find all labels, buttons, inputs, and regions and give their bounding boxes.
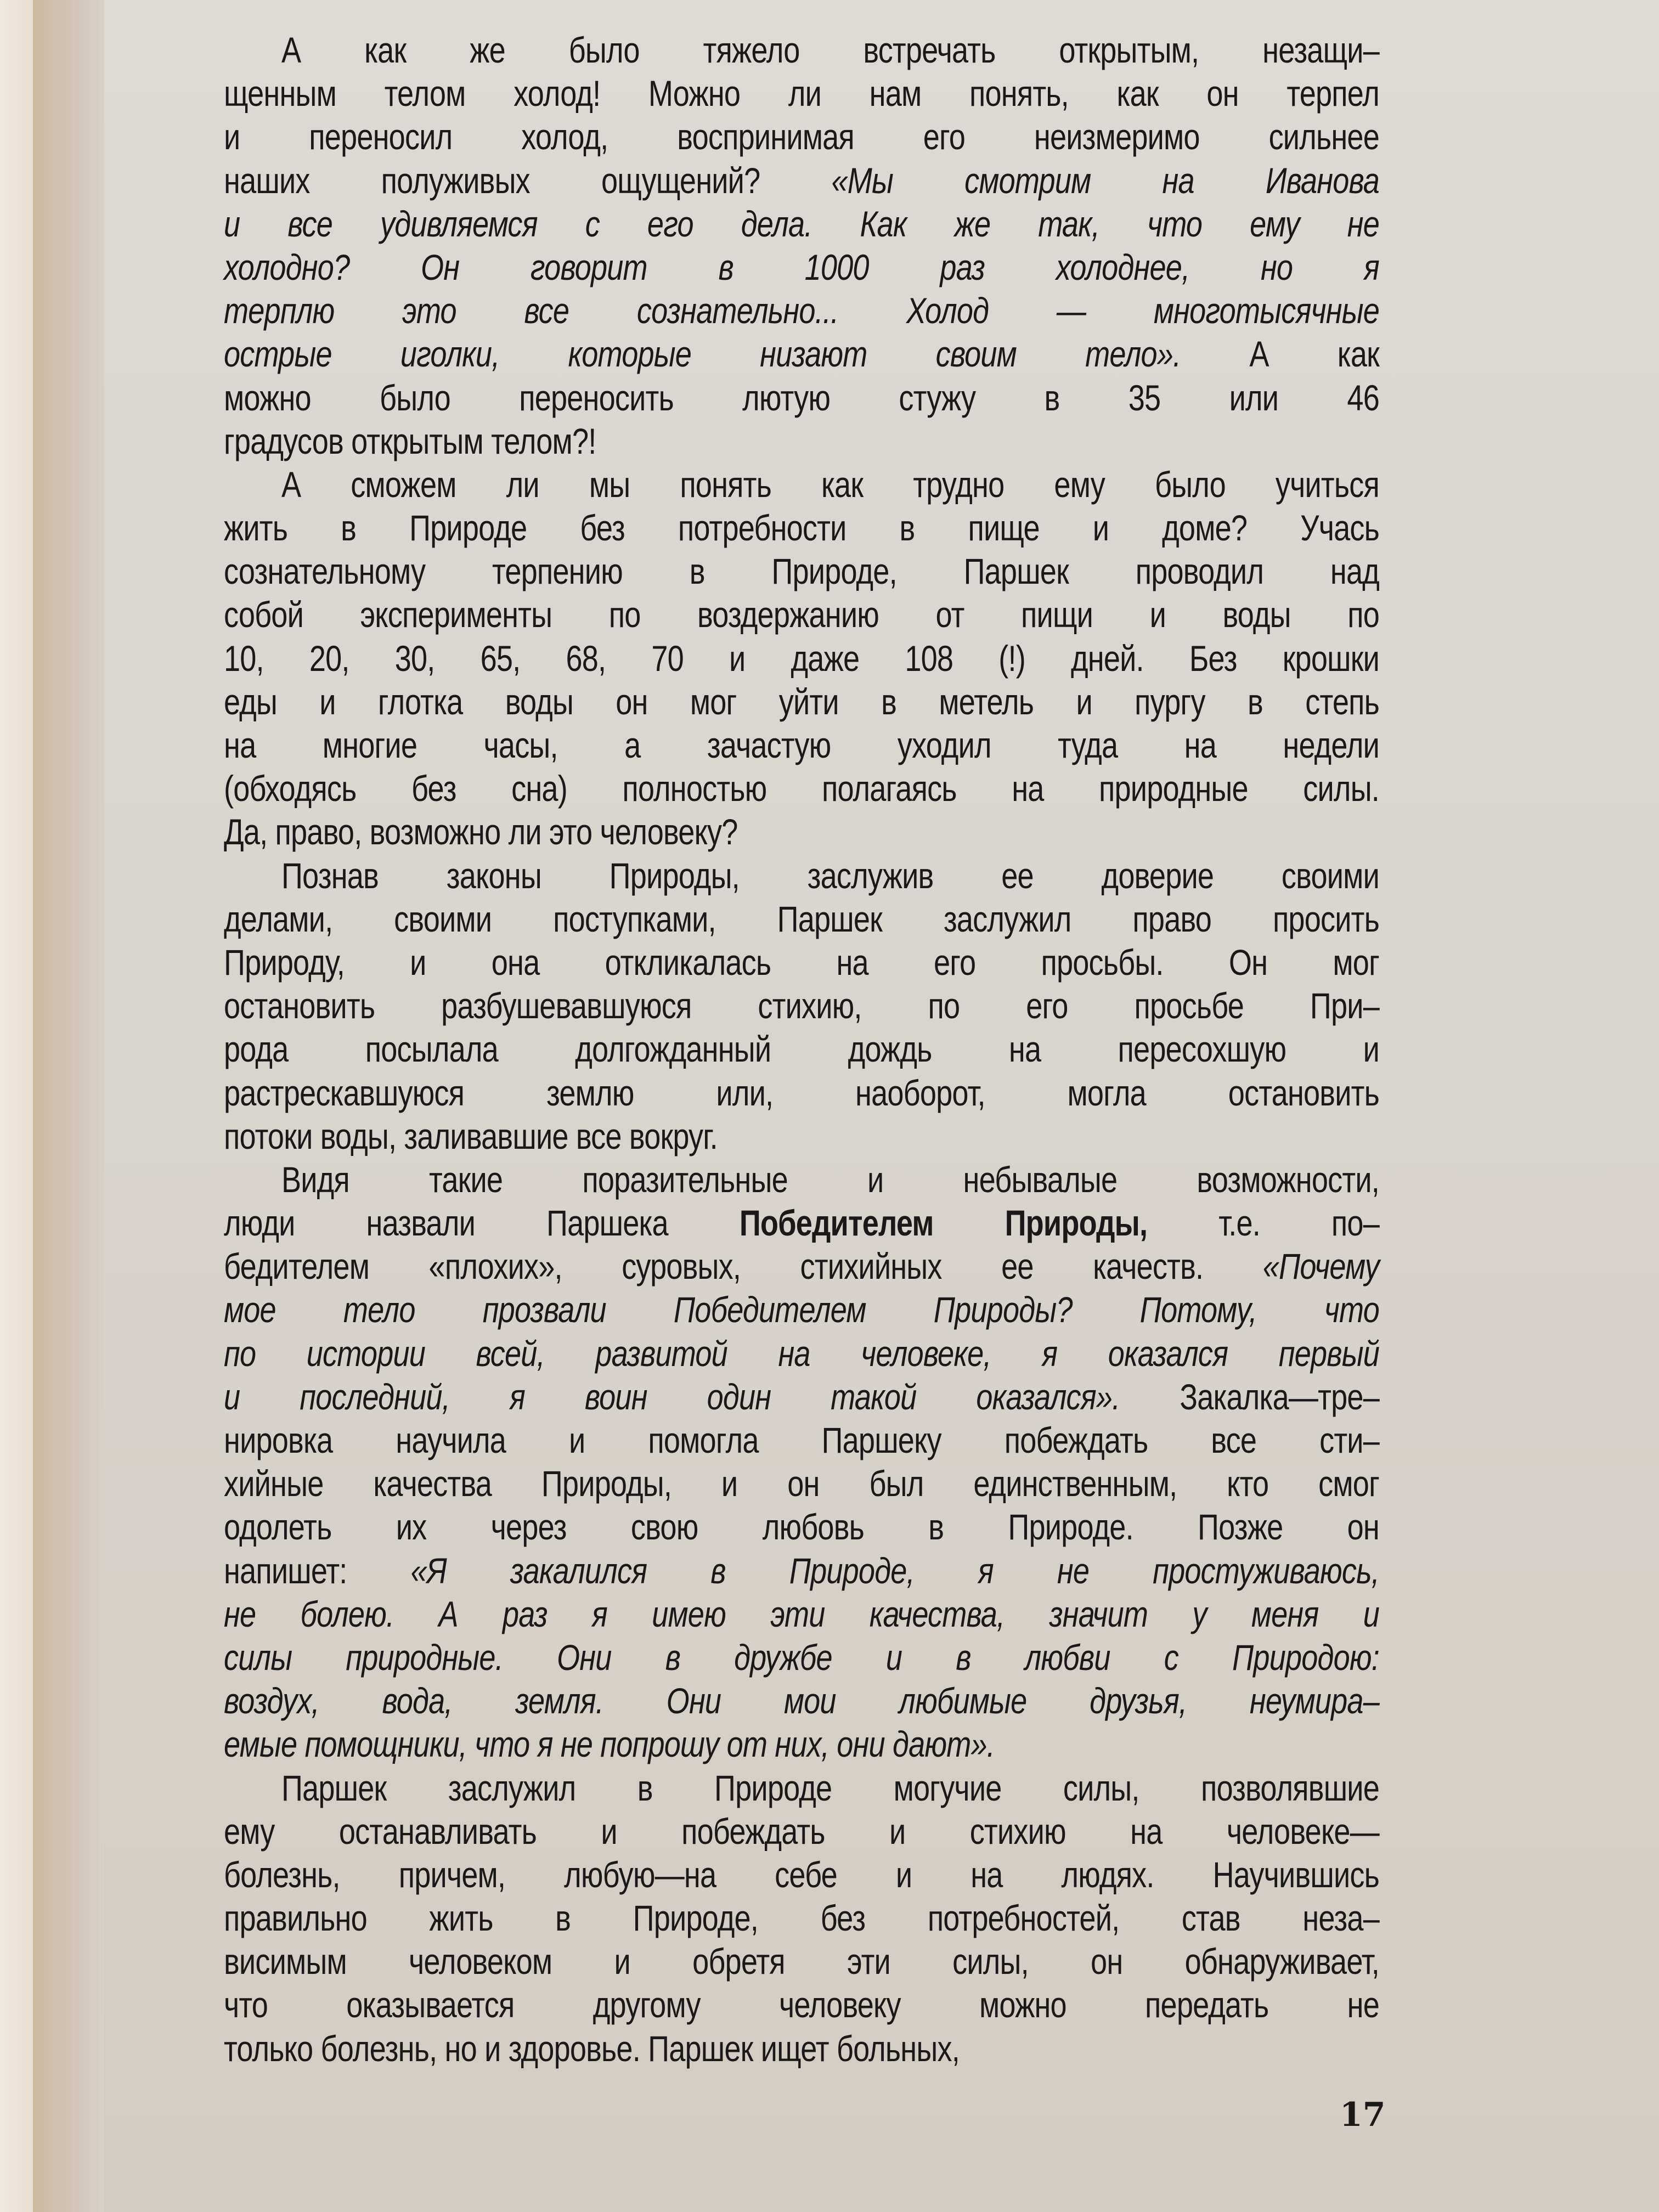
page-edge: [0, 0, 33, 2212]
text-segment: наших полуживых ощущений?: [224, 160, 832, 201]
text-segment: нировка научила и помогла Паршеку побеждать все сти–: [224, 1420, 1379, 1460]
text-line: [224, 1505, 1379, 1549]
text-line: [224, 1767, 1379, 1810]
text-segment: остановить разбушевавшуюся стихию, по его просьбе При–: [224, 985, 1379, 1026]
text-line: [224, 680, 1379, 724]
text-line: [224, 724, 1379, 767]
text-line: [224, 1897, 1379, 1940]
text-segment: еды и глотка воды он мог уйти в метель и пургу в степь: [224, 681, 1379, 722]
text-segment: потоки воды, заливавшие все вокруг.: [224, 1115, 718, 1156]
text-segment: щенным телом холод! Можно ли нам понять, как он терпел: [224, 73, 1379, 114]
text-segment: висимым человеком и обретя эти силы, он обнаруживает,: [224, 1941, 1379, 1982]
text-line: [224, 1983, 1379, 2027]
text-line: [224, 1375, 1379, 1419]
text-segment: А как же было тяжело встречать открытым, незащи–: [281, 30, 1379, 70]
text-segment: только болезнь, но и здоровье. Паршек ищет больных,: [224, 2028, 960, 2069]
text-line: [224, 1419, 1379, 1462]
text-line: [224, 1636, 1379, 1679]
text-line: [224, 159, 1379, 202]
text-line: [224, 1679, 1379, 1723]
text-line: [224, 854, 1379, 898]
text-segment: (обходясь без сна) полностью полагаясь на природные силы.: [224, 768, 1379, 809]
text-line: [224, 1158, 1379, 1201]
text-line: [224, 463, 1379, 506]
quote-text: и все удивляемся с его дела. Как же так, что ему не: [224, 203, 1379, 244]
quote-text: «Мы смотрим на Иванова: [831, 160, 1379, 201]
text-segment: Паршек заслужил в Природе могучие силы, позволявшие: [281, 1767, 1379, 1808]
text-line: [224, 1332, 1379, 1375]
text-segment: хийные качества Природы, и он был единственным, кто смог: [224, 1463, 1379, 1504]
text-segment: жить в Природе без потребности в пище и доме? Учась: [224, 507, 1379, 549]
quote-text: терплю это все сознательно... Холод — многотысячные: [224, 290, 1379, 331]
page-number: 17: [1340, 2096, 1386, 2134]
text-line: [224, 1462, 1379, 1505]
text-segment: делами, своими поступками, Паршек заслужил право просить: [224, 898, 1379, 939]
quote-text: и последний, я воин один такой оказался».: [224, 1376, 1120, 1417]
text-segment: можно было переносить лютую стужу в 35 или 46: [224, 377, 1379, 418]
text-line: [224, 984, 1379, 1028]
emphasis-text: Победителем Природы,: [739, 1203, 1148, 1244]
text-segment: рода посылала долгожданный дождь на пересохшую и: [224, 1029, 1379, 1070]
text-segment: правильно жить в Природе, без потребностей, став неза–: [224, 1898, 1379, 1939]
text-line: [224, 420, 1379, 463]
text-segment: Закалка—тре–: [1120, 1376, 1379, 1417]
text-line: [224, 1288, 1379, 1331]
text-line: [224, 1028, 1379, 1071]
text-segment: собой эксперименты по воздержанию от пищи и воды по: [224, 594, 1379, 635]
text-line: [224, 1593, 1379, 1636]
quote-text: «Почему: [1262, 1246, 1379, 1287]
text-segment: Да, право, возможно ли это человеку?: [224, 811, 738, 853]
quote-text: по истории всей, развитой на человеке, я оказался первый: [224, 1333, 1379, 1374]
text-line: [224, 1940, 1379, 1983]
text-line: [224, 810, 1379, 854]
quote-text: мое тело прозвали Победителем Природы? Потому, что: [224, 1289, 1379, 1330]
text-segment: болезнь, причем, любую—на себе и на людях. Научившись: [224, 1854, 1379, 1895]
quote-text: не болею. А раз я имею эти качества, значит у меня и: [224, 1593, 1379, 1634]
text-segment: растрескавшуюся землю или, наоборот, могла остановить: [224, 1072, 1379, 1113]
text-segment: Видя такие поразительные и небывалые возможности,: [281, 1159, 1379, 1200]
text-line: [224, 72, 1379, 115]
text-line: [224, 376, 1379, 420]
quote-text: емые помощники, что я не попрошу от них, они дают».: [224, 1724, 995, 1765]
text-segment: и переносил холод, воспринимая его неизмеримо сильнее: [224, 116, 1379, 157]
text-segment: градусов открытым телом?!: [224, 420, 596, 461]
quote-text: холодно? Он говорит в 1000 раз холоднее, но я: [224, 246, 1379, 287]
text-line: [224, 1549, 1379, 1593]
text-line: [224, 29, 1379, 72]
book-spine-shadow: [33, 0, 104, 2212]
text-line: [224, 1853, 1379, 1897]
text-line: [224, 767, 1379, 810]
text-line: [224, 1115, 1379, 1158]
text-line: [224, 289, 1379, 332]
body-text: [224, 29, 1379, 2070]
quote-text: силы природные. Они в дружбе и в любви с Природою:: [224, 1637, 1379, 1678]
quote-text: воздух, вода, земля. Они мои любимые друзья, неумира–: [224, 1680, 1379, 1722]
text-line: [224, 246, 1379, 289]
text-segment: напишет:: [224, 1550, 411, 1591]
text-segment: Природу, и она откликалась на его просьбы. Он мог: [224, 941, 1379, 983]
text-segment: люди назвали Паршека: [224, 1203, 740, 1244]
text-segment: т.е. по–: [1147, 1203, 1379, 1244]
text-segment: А как: [1181, 334, 1379, 375]
text-segment: что оказывается другому человеку можно передать не: [224, 1984, 1379, 2025]
text-line: [224, 1810, 1379, 1853]
text-line: [224, 941, 1379, 984]
text-segment: ему останавливать и побеждать и стихию на человеке—: [224, 1810, 1379, 1852]
text-segment: одолеть их через свою любовь в Природе. Позже он: [224, 1506, 1379, 1548]
quote-text: «Я закалился в Природе, я не простуживаюсь,: [410, 1550, 1379, 1591]
text-segment: на многие часы, а зачастую уходил туда на недели: [224, 725, 1379, 765]
text-segment: А сможем ли мы понять как трудно ему было учиться: [281, 464, 1379, 505]
text-segment: 10, 20, 30, 65, 68, 70 и даже 108 (!) дней. Без крошки: [224, 637, 1379, 679]
text-line: [224, 1245, 1379, 1288]
text-line: [224, 2027, 1379, 2070]
text-line: [224, 1723, 1379, 1766]
text-segment: бедителем «плохих», суровых, стихийных ее качеств.: [224, 1246, 1263, 1287]
quote-text: острые иголки, которые низают своим тело».: [224, 334, 1181, 375]
text-line: [224, 898, 1379, 941]
text-line: [224, 1201, 1379, 1245]
text-line: [224, 593, 1379, 636]
text-line: [224, 332, 1379, 376]
text-line: [224, 550, 1379, 593]
text-segment: сознательному терпению в Природе, Паршек проводил над: [224, 551, 1379, 592]
text-line: [224, 202, 1379, 246]
text-line: [224, 1071, 1379, 1115]
text-line: [224, 115, 1379, 159]
text-line: [224, 506, 1379, 550]
text-line: [224, 637, 1379, 680]
text-segment: Познав законы Природы, заслужив ее доверие своими: [281, 855, 1379, 896]
